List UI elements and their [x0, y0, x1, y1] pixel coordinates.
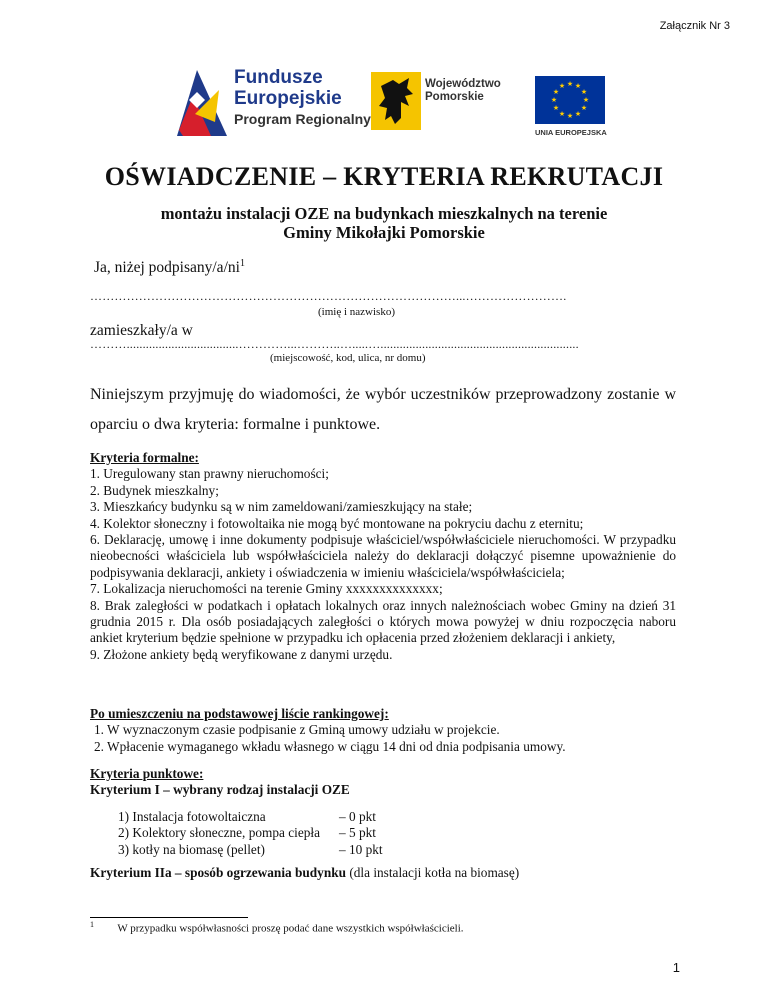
ranking-item-2: 2. Wpłacenie wymaganego wkładu własnego w ciągu 14 dni od dnia podpisania umowy. [94, 738, 566, 754]
resident-label: zamieszkały/a w [90, 322, 193, 339]
svg-text:★: ★ [552, 88, 560, 96]
ranking-section [90, 706, 676, 755]
svg-text:★: ★ [582, 96, 590, 104]
svg-text:★: ★ [566, 112, 574, 120]
points-options-labels [118, 809, 320, 858]
subtitle-line2: Gminy Mikołajki Pomorskie [283, 223, 485, 242]
pomorskie-line2: Pomorskie [425, 91, 484, 103]
address-field[interactable]: ………...................................…………...………..….....….............................................................. [90, 337, 579, 351]
logo-bar [175, 64, 615, 144]
formal-item-7: 7. Lokalizacja nieruchomości na terenie Gminy xxxxxxxxxxxxxx; [90, 581, 443, 597]
eu-caption: UNIA EUROPEJSKA [535, 128, 607, 137]
pomorskie-crest-icon [371, 72, 421, 130]
option-value-2: – 5 pkt [339, 825, 376, 841]
footnote [90, 920, 650, 935]
criterion-2a-bold: Kryterium IIa – sposób ogrzewania budynku [90, 865, 347, 880]
annex-label: Załącznik Nr 3 [659, 20, 730, 32]
svg-text:★: ★ [580, 88, 588, 96]
formal-heading: Kryteria formalne: [90, 450, 199, 465]
formal-item-2: 2. Budynek mieszkalny; [90, 482, 219, 498]
formal-item-4: 4. Kolektor słoneczny i fotowoltaika nie mogą być montowane na pokryciu dachu z eternitu; [90, 515, 584, 531]
option-label-2: 2) Kolektory słoneczne, pompa ciepła [118, 825, 320, 841]
fe-line2: Europejskie [234, 88, 342, 109]
points-heading: Kryteria punktowe: [90, 766, 204, 781]
name-caption: (imię i nazwisko) [318, 306, 395, 318]
pomorskie-line1: Województwo [425, 78, 501, 90]
formal-item-3: 3. Mieszkańcy budynku są w nim zameldowani/zamieszkujący na stałe; [90, 499, 473, 515]
ranking-item-1: 1. W wyznaczonym czasie podpisanie z Gminą umowy udziału w projekcie. [94, 722, 500, 738]
document-subtitle [0, 204, 768, 242]
criterion-2a-line [90, 865, 676, 881]
eu-flag-icon [535, 76, 605, 124]
page-number: 1 [672, 960, 680, 975]
formal-item-1: 1. Uregulowany stan prawny nieruchomości; [90, 466, 329, 482]
fe-line3: Program Regionalny [234, 111, 371, 127]
address-caption: (miejscowość, kod, ulica, nr domu) [270, 352, 426, 364]
footnote-mark: 1 [90, 920, 94, 929]
svg-text:★: ★ [552, 104, 560, 112]
fundusze-europejskie-logo [175, 66, 229, 138]
intro-text: Ja, niżej podpisany/a/ni [94, 259, 240, 277]
svg-text:★: ★ [574, 82, 582, 90]
option-label-1: 1) Instalacja fotowoltaiczna [118, 809, 266, 824]
points-section [90, 766, 676, 799]
intro-footnote-mark: 1 [239, 258, 245, 269]
criterion-1-heading: Kryterium I – wybrany rodzaj instalacji OZE [90, 782, 350, 798]
name-field[interactable]: ………………………………………………………………………………...……………………. [90, 289, 567, 303]
svg-text:★: ★ [580, 104, 588, 112]
subtitle-line1: montażu instalacji OZE na budynkach mieszkalnych na terenie [160, 204, 608, 223]
formal-item-6: 6. Deklarację, umowę i inne dokumenty podpisuje właściciel/współwłaściciele nieruchomości. W przypadku nieobecności właściciela lub współwłaściciela należy do deklaracji dołączyć pisemne upoważnienie do podpisywania deklaracji, ankiety i oświadczenia w imieniu właściciela/współwłaściciela; [90, 532, 676, 580]
points-options-values [339, 809, 383, 858]
option-value-3: – 10 pkt [339, 841, 383, 857]
option-label-3: 3) kotły na biomasę (pellet) [118, 841, 265, 857]
formal-item-9: 9. Złożone ankiety będą weryfikowane z danymi urzędu. [90, 646, 393, 662]
statement-paragraph: Niniejszym przyjmuję do wiadomości, że wybór uczestników przeprowadzony zostanie w oparciu o dwa kryteria: formalne i punktowe. [90, 386, 676, 433]
svg-text:★: ★ [558, 82, 566, 90]
svg-text:★: ★ [574, 110, 582, 118]
footnote-text: W przypadku współwłasności proszę podać dane wszystkich współwłaścicieli. [117, 922, 464, 935]
footnote-separator [90, 917, 248, 918]
fe-line1: Fundusze [234, 67, 323, 88]
criterion-2a-rest: (dla instalacji kotła na biomasę) [346, 865, 520, 880]
formal-criteria [90, 450, 676, 663]
svg-text:★: ★ [550, 96, 558, 104]
formal-item-8: 8. Brak zaległości w podatkach i opłatach lokalnych oraz innych należnościach wobec Gminy na dzień 31 grudnia 2015 r. Dla osób posiadających zaległości o których mowa powyżej w dniu rozpoczęcia naboru ankiet kryterium będzie spełnione w przypadku ich opłacenia przed złożeniem deklaracji i ankiety, [90, 597, 676, 646]
ranking-heading: Po umieszczeniu na podstawowej liście rankingowej: [90, 706, 389, 721]
svg-text:★: ★ [566, 80, 574, 88]
pomorskie-text [425, 78, 501, 104]
document-title: OŚWIADCZENIE – KRYTERIA REKRUTACJI [104, 162, 664, 191]
option-value-1: – 0 pkt [339, 809, 376, 824]
svg-text:★: ★ [558, 110, 566, 118]
fe-text [234, 68, 371, 129]
intro-line [94, 258, 245, 277]
